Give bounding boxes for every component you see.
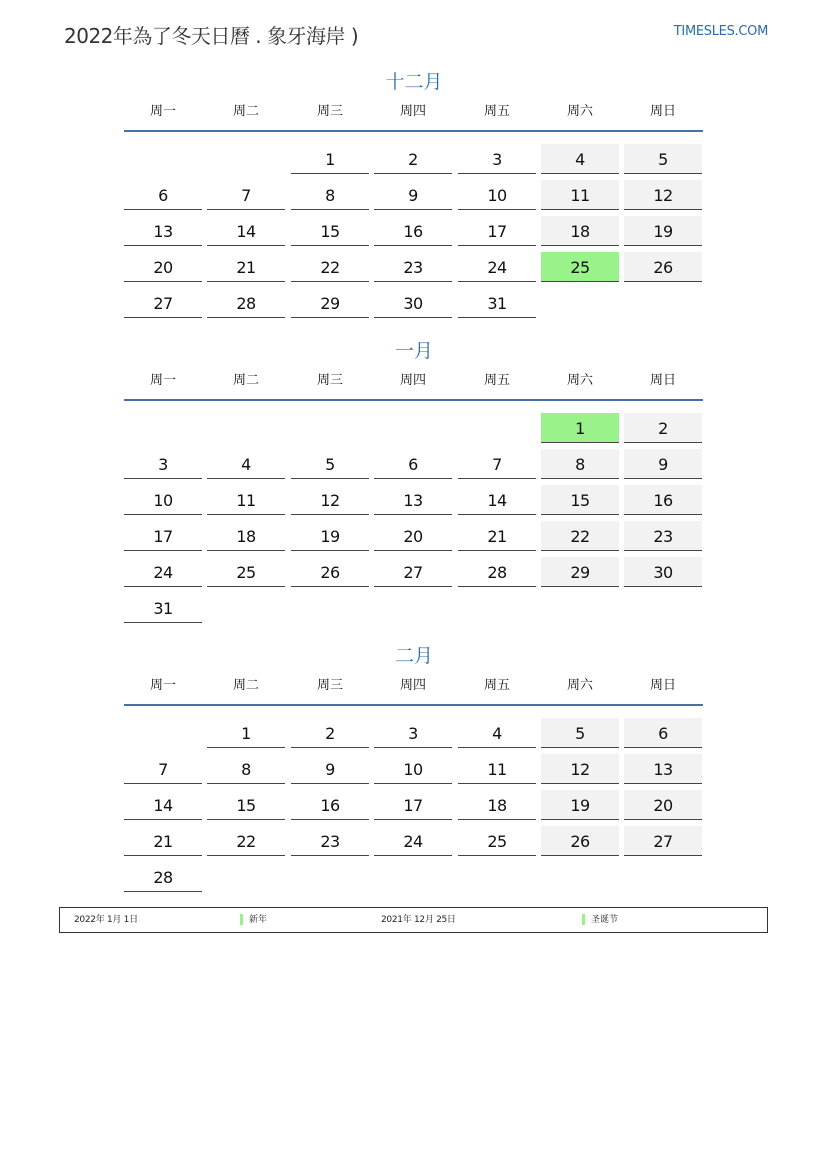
day-cell: 12 (624, 180, 702, 210)
day-cell: 16 (291, 790, 369, 820)
legend-holiday-name: 新年 (249, 915, 268, 925)
day-cell: 3 (458, 144, 536, 174)
day-cell: 7 (207, 180, 285, 210)
day-cell: 23 (624, 521, 702, 551)
day-cell: 3 (374, 718, 452, 748)
day-cell: 17 (124, 521, 202, 551)
weekday-header-row (124, 676, 704, 696)
day-cell: 11 (458, 754, 536, 784)
day-cell: 22 (207, 826, 285, 856)
weekday-header-row (124, 102, 704, 122)
weekday-label: 周六 (566, 678, 593, 693)
legend-holiday-marker (240, 914, 243, 925)
day-cell: 31 (124, 593, 202, 623)
day-cell: 27 (374, 557, 452, 587)
day-cell: 13 (374, 485, 452, 515)
weekday-label: 周四 (399, 373, 426, 388)
weekday-label: 周五 (483, 373, 510, 388)
day-cell: 15 (291, 216, 369, 246)
day-cell: 27 (124, 288, 202, 318)
day-cell: 20 (124, 252, 202, 282)
day-cell: 9 (374, 180, 452, 210)
day-cell: 10 (374, 754, 452, 784)
weekday-label: 周三 (316, 678, 343, 693)
day-cell: 10 (124, 485, 202, 515)
day-cell: 2 (291, 718, 369, 748)
day-cell: 14 (207, 216, 285, 246)
weekday-label: 周日 (649, 373, 676, 388)
day-cell: 24 (374, 826, 452, 856)
weekday-label: 周三 (316, 104, 343, 119)
day-cell: 9 (624, 449, 702, 479)
weekday-label: 周日 (649, 678, 676, 693)
day-cell: 26 (541, 826, 619, 856)
weekday-label: 周二 (232, 373, 259, 388)
weekday-label: 周二 (232, 104, 259, 119)
day-cell: 1 (291, 144, 369, 174)
day-cell: 28 (207, 288, 285, 318)
day-cell: 21 (124, 826, 202, 856)
day-cell: 4 (541, 144, 619, 174)
day-cell: 18 (207, 521, 285, 551)
day-cell: 28 (458, 557, 536, 587)
day-cell: 8 (541, 449, 619, 479)
day-cell: 15 (207, 790, 285, 820)
day-cell: 1 (207, 718, 285, 748)
weekday-label: 周一 (149, 373, 176, 388)
day-cell: 25 (458, 826, 536, 856)
day-cell: 25 (207, 557, 285, 587)
day-cell: 13 (124, 216, 202, 246)
page-title: 2022年為了冬天日曆 . 象牙海岸 ) (64, 24, 359, 48)
day-cell: 7 (124, 754, 202, 784)
day-cell: 31 (458, 288, 536, 318)
day-cell: 13 (624, 754, 702, 784)
legend-date: 2022年 1月 1日 (74, 915, 138, 925)
day-cell: 23 (374, 252, 452, 282)
day-cell: 20 (374, 521, 452, 551)
day-cell: 18 (541, 216, 619, 246)
day-cell: 3 (124, 449, 202, 479)
holiday-legend (59, 907, 768, 933)
weekday-label: 周六 (566, 104, 593, 119)
day-cell: 15 (541, 485, 619, 515)
header-divider (124, 399, 703, 401)
day-cell: 16 (374, 216, 452, 246)
day-cell: 4 (207, 449, 285, 479)
day-cell: 10 (458, 180, 536, 210)
day-cell: 18 (458, 790, 536, 820)
day-cell: 6 (124, 180, 202, 210)
day-cell: 19 (291, 521, 369, 551)
day-cell: 29 (541, 557, 619, 587)
day-cell: 24 (124, 557, 202, 587)
weekday-label: 周四 (399, 678, 426, 693)
day-cell: 2 (624, 413, 702, 443)
day-cell: 21 (207, 252, 285, 282)
weekday-label: 周五 (483, 678, 510, 693)
day-cell: 14 (458, 485, 536, 515)
day-cell: 22 (291, 252, 369, 282)
holiday-day-cell: 1 (541, 413, 619, 443)
holiday-day-cell: 25 (541, 252, 619, 282)
day-cell: 11 (207, 485, 285, 515)
day-cell: 6 (374, 449, 452, 479)
weekday-label: 周二 (232, 678, 259, 693)
day-cell: 30 (624, 557, 702, 587)
legend-holiday-marker (582, 914, 585, 925)
month-title: 一月 (394, 340, 433, 362)
day-cell: 8 (291, 180, 369, 210)
header-divider (124, 704, 703, 706)
day-cell: 28 (124, 862, 202, 892)
day-cell: 16 (624, 485, 702, 515)
day-cell: 2 (374, 144, 452, 174)
day-cell: 12 (291, 485, 369, 515)
day-cell: 21 (458, 521, 536, 551)
day-cell: 30 (374, 288, 452, 318)
day-cell: 17 (374, 790, 452, 820)
day-cell: 19 (624, 216, 702, 246)
day-cell: 17 (458, 216, 536, 246)
weekday-header-row (124, 371, 704, 391)
day-cell: 23 (291, 826, 369, 856)
day-cell: 26 (291, 557, 369, 587)
day-cell: 5 (624, 144, 702, 174)
day-cell: 6 (624, 718, 702, 748)
weekday-label: 周五 (483, 104, 510, 119)
weekday-label: 周四 (399, 104, 426, 119)
day-cell: 22 (541, 521, 619, 551)
day-cell: 29 (291, 288, 369, 318)
month-title: 二月 (394, 645, 433, 667)
day-cell: 12 (541, 754, 619, 784)
weekday-label: 周六 (566, 373, 593, 388)
legend-date: 2021年 12月 25日 (381, 915, 456, 925)
brand-link[interactable]: TIMESLES.COM (673, 24, 768, 39)
month-title: 十二月 (385, 71, 443, 93)
weekday-label: 周一 (149, 104, 176, 119)
weekday-label: 周三 (316, 373, 343, 388)
weekday-label: 周日 (649, 104, 676, 119)
day-cell: 26 (624, 252, 702, 282)
day-cell: 5 (291, 449, 369, 479)
day-cell: 9 (291, 754, 369, 784)
day-cell: 11 (541, 180, 619, 210)
day-cell: 7 (458, 449, 536, 479)
day-cell: 14 (124, 790, 202, 820)
day-cell: 20 (624, 790, 702, 820)
legend-holiday-name: 圣诞节 (591, 915, 619, 925)
day-cell: 27 (624, 826, 702, 856)
day-cell: 19 (541, 790, 619, 820)
day-cell: 24 (458, 252, 536, 282)
day-cell: 4 (458, 718, 536, 748)
day-cell: 8 (207, 754, 285, 784)
day-cell: 5 (541, 718, 619, 748)
header-divider (124, 130, 703, 132)
weekday-label: 周一 (149, 678, 176, 693)
